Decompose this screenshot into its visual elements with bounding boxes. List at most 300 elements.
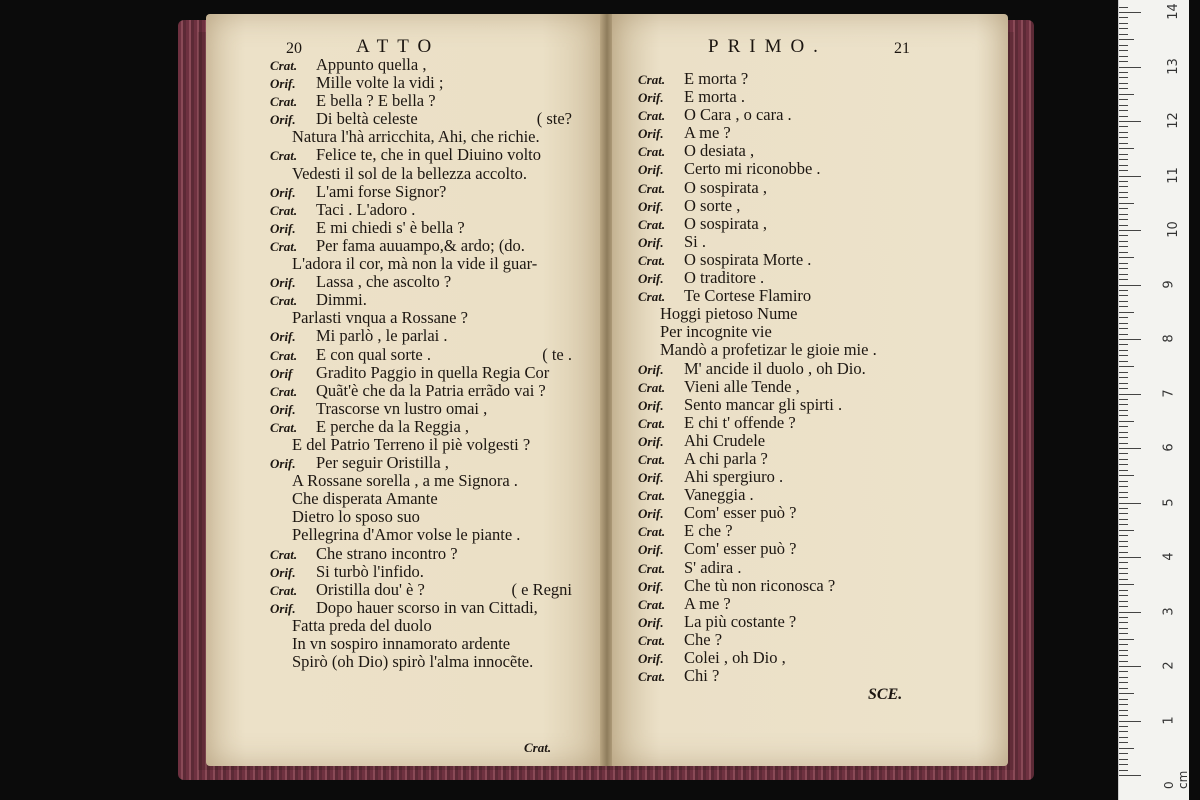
line-text: O sospirata ,: [684, 177, 767, 197]
right-page: [612, 14, 1008, 766]
line-text: O traditore .: [684, 268, 765, 288]
ruler-tick: [1119, 677, 1128, 678]
ruler-tick: [1119, 541, 1128, 542]
ruler-tick: [1119, 726, 1128, 727]
speaker-label: Crat.: [270, 58, 298, 73]
speaker-label: Crat.: [638, 108, 666, 124]
line-text: Dimmi.: [316, 290, 367, 310]
ruler-tick: [1119, 203, 1134, 204]
line-text: O sospirata Morte .: [684, 249, 812, 269]
ruler-tick: [1119, 225, 1128, 226]
line-text: Fatta preda del duolo: [292, 615, 432, 635]
ruler-tick: [1119, 334, 1128, 335]
ruler-tick: [1119, 12, 1141, 13]
line-text: Per seguir Oristilla ,: [316, 453, 449, 473]
speaker-label: Crat.: [270, 202, 298, 218]
speaker-label: Orif.: [638, 90, 664, 106]
text-line: [638, 269, 968, 287]
ruler-tick: [1119, 497, 1128, 498]
ruler-tick: [1119, 579, 1128, 580]
ruler-tick: [1119, 486, 1128, 487]
text-line: [638, 414, 968, 432]
speaker-label: Orif.: [638, 651, 664, 666]
ruler-tick: [1119, 186, 1128, 187]
ruler-unit-label: 0 cm: [1162, 770, 1190, 789]
text-line: [638, 649, 968, 667]
text-line: [638, 540, 968, 558]
ruler-tick: [1119, 257, 1134, 258]
speaker-label: Orif.: [270, 184, 296, 200]
speaker-label: Crat.: [638, 451, 666, 467]
text-line: [270, 545, 580, 563]
line-text: O desiata ,: [684, 141, 755, 161]
speaker-label: Orif.: [270, 76, 296, 92]
ruler-tick: [1119, 753, 1128, 754]
ruler-number: 6: [1161, 443, 1177, 452]
text-line: [270, 400, 580, 418]
speaker-label: Orif.: [638, 162, 664, 178]
ruler-number: 10: [1165, 221, 1181, 238]
speaker-label: Orif.: [270, 112, 296, 128]
ruler-tick: [1119, 503, 1141, 504]
text-line: [638, 631, 968, 649]
ruler-tick: [1119, 759, 1128, 760]
line-text: Che strano incontro ?: [316, 543, 458, 563]
line-text: Certo mi riconobbe .: [684, 159, 821, 179]
ruler-tick: [1119, 606, 1128, 607]
line-text: Dopo hauer scorso in van Cittadi,: [316, 597, 538, 617]
line-text: E perche da la Reggia ,: [316, 416, 470, 436]
line-text: Mille volte la vidi ;: [316, 73, 444, 93]
ruler-tick: [1119, 524, 1128, 525]
speaker-label: Crat.: [270, 582, 298, 598]
ruler-tick: [1119, 197, 1128, 198]
ruler-tick: [1119, 344, 1128, 345]
ruler-tick: [1119, 415, 1128, 416]
ruler-number: 5: [1161, 497, 1177, 507]
ruler-tick: [1119, 655, 1128, 656]
speaker-label: Orif.: [270, 329, 296, 345]
ruler-tick: [1119, 399, 1128, 400]
ruler-tick: [1119, 94, 1134, 95]
ruler-tick: [1119, 317, 1128, 318]
line-text: Oristilla dou' è ?: [316, 579, 425, 599]
ruler-tick: [1119, 628, 1128, 629]
speaker-label: Crat.: [638, 379, 666, 395]
ruler-tick: [1119, 688, 1128, 689]
line-text: L'ami forse Signor?: [316, 181, 447, 201]
ruler-tick: [1119, 290, 1128, 291]
ruler-tick: [1119, 764, 1128, 765]
running-head: PRIMO.: [708, 36, 827, 57]
ruler-tick: [1119, 56, 1128, 57]
ruler-tick: [1119, 552, 1128, 553]
ruler-tick: [1119, 404, 1128, 405]
ruler-tick: [1119, 137, 1128, 138]
speaker-label: Crat.: [270, 347, 298, 363]
speaker-label: Orif.: [270, 456, 296, 472]
ruler-tick: [1119, 699, 1128, 700]
ruler-number: 14: [1165, 3, 1181, 20]
text-line: [270, 454, 580, 472]
line-text: E morta ?: [684, 69, 749, 88]
ruler-tick: [1119, 110, 1128, 111]
line-text: Ahi spergiuro .: [684, 467, 784, 487]
ruler-tick: [1119, 562, 1128, 563]
ruler-tick: [1119, 731, 1128, 732]
line-text: A me ?: [684, 593, 731, 613]
ruler-tick: [1119, 644, 1128, 645]
ruler-tick: [1119, 650, 1128, 651]
speaker-label: Crat.: [638, 560, 666, 576]
ruler-number: 3: [1161, 606, 1177, 616]
ruler-tick: [1119, 388, 1128, 389]
ruler-tick: [1119, 394, 1141, 395]
ruler-tick: [1119, 306, 1128, 307]
catchword: SCE.: [868, 686, 903, 703]
line-text: Si turbò l'infido.: [316, 561, 424, 581]
line-text: Vieni alle Tende ,: [684, 376, 800, 396]
ruler-tick: [1119, 208, 1128, 209]
ruler-tick: [1119, 350, 1128, 351]
ruler-tick: [1119, 633, 1128, 634]
ruler-tick: [1119, 464, 1128, 465]
speaker-label: Orif.: [638, 126, 664, 142]
ruler-tick: [1119, 437, 1128, 438]
text-line: [638, 360, 968, 378]
ruler-tick: [1119, 481, 1128, 482]
text-line: [270, 201, 580, 219]
text-line: [638, 88, 968, 106]
text-line: [270, 617, 580, 635]
line-text: O Cara , o cara .: [684, 105, 792, 125]
ruler-tick: [1119, 410, 1128, 411]
ruler-tick: [1119, 23, 1128, 24]
text-line: [270, 165, 580, 183]
speaker-label: Crat.: [638, 289, 666, 305]
line-text: E del Patrio Terreno il piè volgesti ?: [292, 434, 531, 454]
ruler-number: 11: [1165, 166, 1181, 184]
line-text: Chi ?: [684, 666, 720, 686]
speaker-label: Crat.: [270, 383, 298, 399]
text-line: [270, 219, 580, 237]
line-text: Si .: [684, 231, 707, 251]
speaker-label: Crat.: [638, 669, 666, 685]
line-text: Ahi Crudele: [684, 430, 766, 450]
line-text: Che ?: [684, 629, 723, 649]
line-text: Pellegrina d'Amor volse le piante .: [292, 525, 521, 545]
text-line: [638, 233, 968, 251]
ruler-tick: [1119, 426, 1128, 427]
ruler-tick: [1119, 639, 1134, 640]
text-line: [270, 237, 580, 255]
text-line: [270, 291, 580, 309]
ruler-tick: [1119, 159, 1128, 160]
text-line: [638, 577, 968, 595]
speaker-label: Crat.: [270, 419, 298, 435]
speaker-label: Orif.: [270, 564, 296, 580]
text-block: [638, 70, 968, 685]
line-text: Vedesti il sol de la bellezza accolto.: [292, 163, 528, 183]
line-text: Hoggi pietoso Nume: [660, 304, 798, 324]
speaker-label: Crat.: [270, 546, 298, 562]
running-head: ATTO: [356, 36, 441, 57]
text-line: [270, 599, 580, 617]
ruler-tick: [1119, 366, 1134, 367]
ruler-tick: [1119, 377, 1128, 378]
text-line: [638, 287, 968, 305]
text-line: [638, 160, 968, 178]
ruler-tick: [1119, 339, 1141, 340]
ruler-tick: [1119, 230, 1141, 231]
speaker-label: Crat.: [270, 148, 298, 164]
ruler-tick: [1119, 154, 1128, 155]
text-line: [270, 581, 580, 599]
speaker-label: Crat.: [638, 72, 666, 87]
ruler-tick: [1119, 666, 1141, 667]
line-fragment: ( te .: [542, 344, 572, 364]
text-line: [638, 70, 968, 88]
line-text: E che ?: [684, 521, 733, 541]
ruler-tick: [1119, 88, 1128, 89]
ruler-tick: [1119, 372, 1128, 373]
line-text: Te Cortese Flamiro: [684, 286, 812, 306]
ruler-tick: [1119, 573, 1128, 574]
ruler-number: 8: [1161, 334, 1177, 343]
ruler-tick: [1119, 617, 1128, 618]
text-line: [638, 378, 968, 396]
ruler-tick: [1119, 7, 1128, 8]
ruler-tick: [1119, 535, 1128, 536]
speaker-label: Orif.: [270, 600, 296, 616]
ruler-tick: [1119, 132, 1128, 133]
text-line: [270, 382, 580, 400]
line-text: Per fama auuampo,& ardo; (do.: [316, 235, 525, 255]
line-text: E chi t' offende ?: [684, 412, 796, 432]
line-text: Per incognite vie: [660, 322, 772, 342]
text-line: [270, 490, 580, 508]
text-line: [638, 432, 968, 450]
speaker-label: Crat.: [638, 415, 666, 431]
ruler-tick: [1119, 693, 1134, 694]
ruler-tick: [1119, 475, 1134, 476]
ruler-tick: [1119, 126, 1128, 127]
text-line: [270, 635, 580, 653]
speaker-label: Orif.: [638, 470, 664, 486]
text-line: [270, 346, 580, 364]
ruler-tick: [1119, 279, 1128, 280]
line-text: La più costante ?: [684, 611, 797, 631]
text-line: [638, 504, 968, 522]
ruler-tick: [1119, 246, 1128, 247]
line-text: Lassa , che ascolto ?: [316, 272, 452, 292]
speaker-label: Orif: [270, 365, 293, 381]
speaker-label: Orif.: [270, 275, 296, 291]
ruler-tick: [1119, 421, 1134, 422]
line-text: A chi parla ?: [684, 448, 768, 468]
line-text: In vn sospiro innamorato ardente: [292, 634, 511, 653]
ruler-tick: [1119, 492, 1128, 493]
line-text: E con qual sorte .: [316, 344, 432, 364]
ruler-tick: [1119, 268, 1128, 269]
ruler-tick: [1119, 661, 1128, 662]
line-text: Spirò (oh Dio) spirò l'alma innocẽte.: [292, 652, 534, 672]
ruler-tick: [1119, 192, 1128, 193]
ruler-tick: [1119, 77, 1128, 78]
speaker-label: Crat.: [270, 293, 298, 309]
text-line: [270, 472, 580, 490]
text-line: [270, 146, 580, 164]
speaker-label: Crat.: [638, 252, 666, 268]
line-text: Quãt'è che da la Patria errãdo vai ?: [316, 380, 546, 400]
line-text: Colei , oh Dio ,: [684, 648, 786, 667]
ruler-tick: [1119, 737, 1128, 738]
catchword: Crat.: [524, 740, 552, 755]
ruler-tick: [1119, 443, 1128, 444]
ruler-tick: [1119, 143, 1128, 144]
ruler-tick: [1119, 50, 1128, 51]
ruler-tick: [1119, 748, 1134, 749]
line-text: Com' esser può ?: [684, 503, 797, 523]
ruler-tick: [1119, 459, 1128, 460]
ruler-tick: [1119, 622, 1128, 623]
text-line: [638, 251, 968, 269]
line-text: E morta .: [684, 87, 745, 107]
text-block: [270, 56, 580, 671]
text-line: [270, 436, 580, 454]
line-text: O sorte ,: [684, 195, 741, 215]
ruler-tick: [1119, 671, 1128, 672]
ruler-tick: [1119, 470, 1128, 471]
text-line: [270, 508, 580, 526]
text-line: [270, 327, 580, 345]
ruler-tick: [1119, 595, 1128, 596]
ruler-tick: [1119, 61, 1128, 62]
ruler-tick: [1119, 312, 1134, 313]
speaker-label: Crat.: [638, 180, 666, 196]
left-page: [206, 14, 602, 766]
ruler-tick: [1119, 274, 1128, 275]
ruler-tick: [1119, 557, 1141, 558]
line-text: Di beltà celeste: [316, 109, 418, 129]
line-text: Che tù non riconosca ?: [684, 575, 836, 595]
text-line: [638, 559, 968, 577]
speaker-label: Orif.: [638, 397, 664, 413]
speaker-label: Crat.: [638, 596, 666, 612]
ruler-tick: [1119, 775, 1141, 776]
speaker-label: Orif.: [638, 271, 664, 287]
ruler-tick: [1119, 45, 1128, 46]
ruler-tick: [1119, 295, 1128, 296]
ruler-tick: [1119, 530, 1134, 531]
line-text: E bella ? E bella ?: [316, 91, 436, 111]
text-line: [270, 128, 580, 146]
text-line: [638, 179, 968, 197]
line-text: Appunto quella ,: [316, 55, 427, 74]
ruler-tick: [1119, 715, 1128, 716]
line-fragment: ( ste?: [536, 109, 572, 129]
speaker-label: Crat.: [638, 632, 666, 648]
text-line: [270, 255, 580, 273]
page-number: 20: [286, 40, 302, 57]
line-text: Natura l'hà arricchita, Ahi, che richie.: [292, 127, 540, 147]
speaker-label: Orif.: [270, 220, 296, 236]
line-text: A Rossane sorella , a me Signora .: [292, 471, 518, 491]
speaker-label: Orif.: [638, 234, 664, 250]
text-line: [270, 273, 580, 291]
ruler-number: 4: [1161, 552, 1177, 561]
ruler-tick: [1119, 770, 1128, 771]
ruler-tick: [1119, 214, 1128, 215]
text-line: [270, 364, 580, 382]
ruler-tick: [1119, 453, 1128, 454]
speaker-label: Crat.: [638, 488, 666, 504]
ruler-tick: [1119, 328, 1128, 329]
text-line: [638, 305, 968, 323]
ruler-tick: [1119, 285, 1141, 286]
line-text: Mi parlò , le parlai .: [316, 326, 448, 346]
line-text: O sospirata ,: [684, 213, 767, 233]
ruler-tick: [1119, 165, 1128, 166]
speaker-label: Orif.: [638, 433, 664, 449]
text-line: [270, 309, 580, 327]
ruler-tick: [1119, 121, 1141, 122]
text-line: [638, 595, 968, 613]
text-line: [638, 486, 968, 504]
text-line: [270, 110, 580, 128]
text-line: [270, 526, 580, 544]
speaker-label: Crat.: [638, 216, 666, 232]
ruler-tick: [1119, 170, 1128, 171]
measurement-ruler: [1118, 0, 1189, 800]
text-line: [638, 323, 968, 341]
ruler-tick: [1119, 219, 1128, 220]
speaker-label: Orif.: [638, 198, 664, 214]
ruler-tick: [1119, 235, 1128, 236]
line-text: Che disperata Amante: [292, 489, 438, 509]
ruler-tick: [1119, 252, 1128, 253]
line-fragment: ( e Regni: [511, 579, 572, 599]
ruler-tick: [1119, 39, 1134, 40]
ruler-tick: [1119, 519, 1128, 520]
text-line: [638, 613, 968, 631]
ruler-tick: [1119, 28, 1128, 29]
text-line: [638, 396, 968, 414]
line-text: Parlasti vnqua a Rossane ?: [292, 308, 468, 328]
text-line: [638, 215, 968, 233]
text-line: [638, 106, 968, 124]
ruler-tick: [1119, 83, 1128, 84]
speaker-label: Crat.: [638, 144, 666, 160]
line-text: Gradito Paggio in quella Regia Cor: [316, 362, 550, 382]
ruler-tick: [1119, 148, 1134, 149]
ruler-number: 9: [1161, 279, 1177, 289]
text-line: [638, 522, 968, 540]
ruler-number: 13: [1165, 57, 1181, 75]
ruler-tick: [1119, 17, 1128, 18]
ruler-tick: [1119, 584, 1134, 585]
ruler-tick: [1119, 99, 1128, 100]
line-text: Felice te, che in quel Diuino volto: [316, 145, 541, 165]
speaker-label: Crat.: [270, 94, 298, 110]
line-text: Vaneggia .: [684, 485, 754, 505]
line-text: A me ?: [684, 123, 731, 143]
ruler-number: 12: [1165, 112, 1181, 129]
text-line: [638, 468, 968, 486]
text-line: [638, 142, 968, 160]
ruler-tick: [1119, 323, 1128, 324]
speaker-label: Orif.: [638, 614, 664, 630]
